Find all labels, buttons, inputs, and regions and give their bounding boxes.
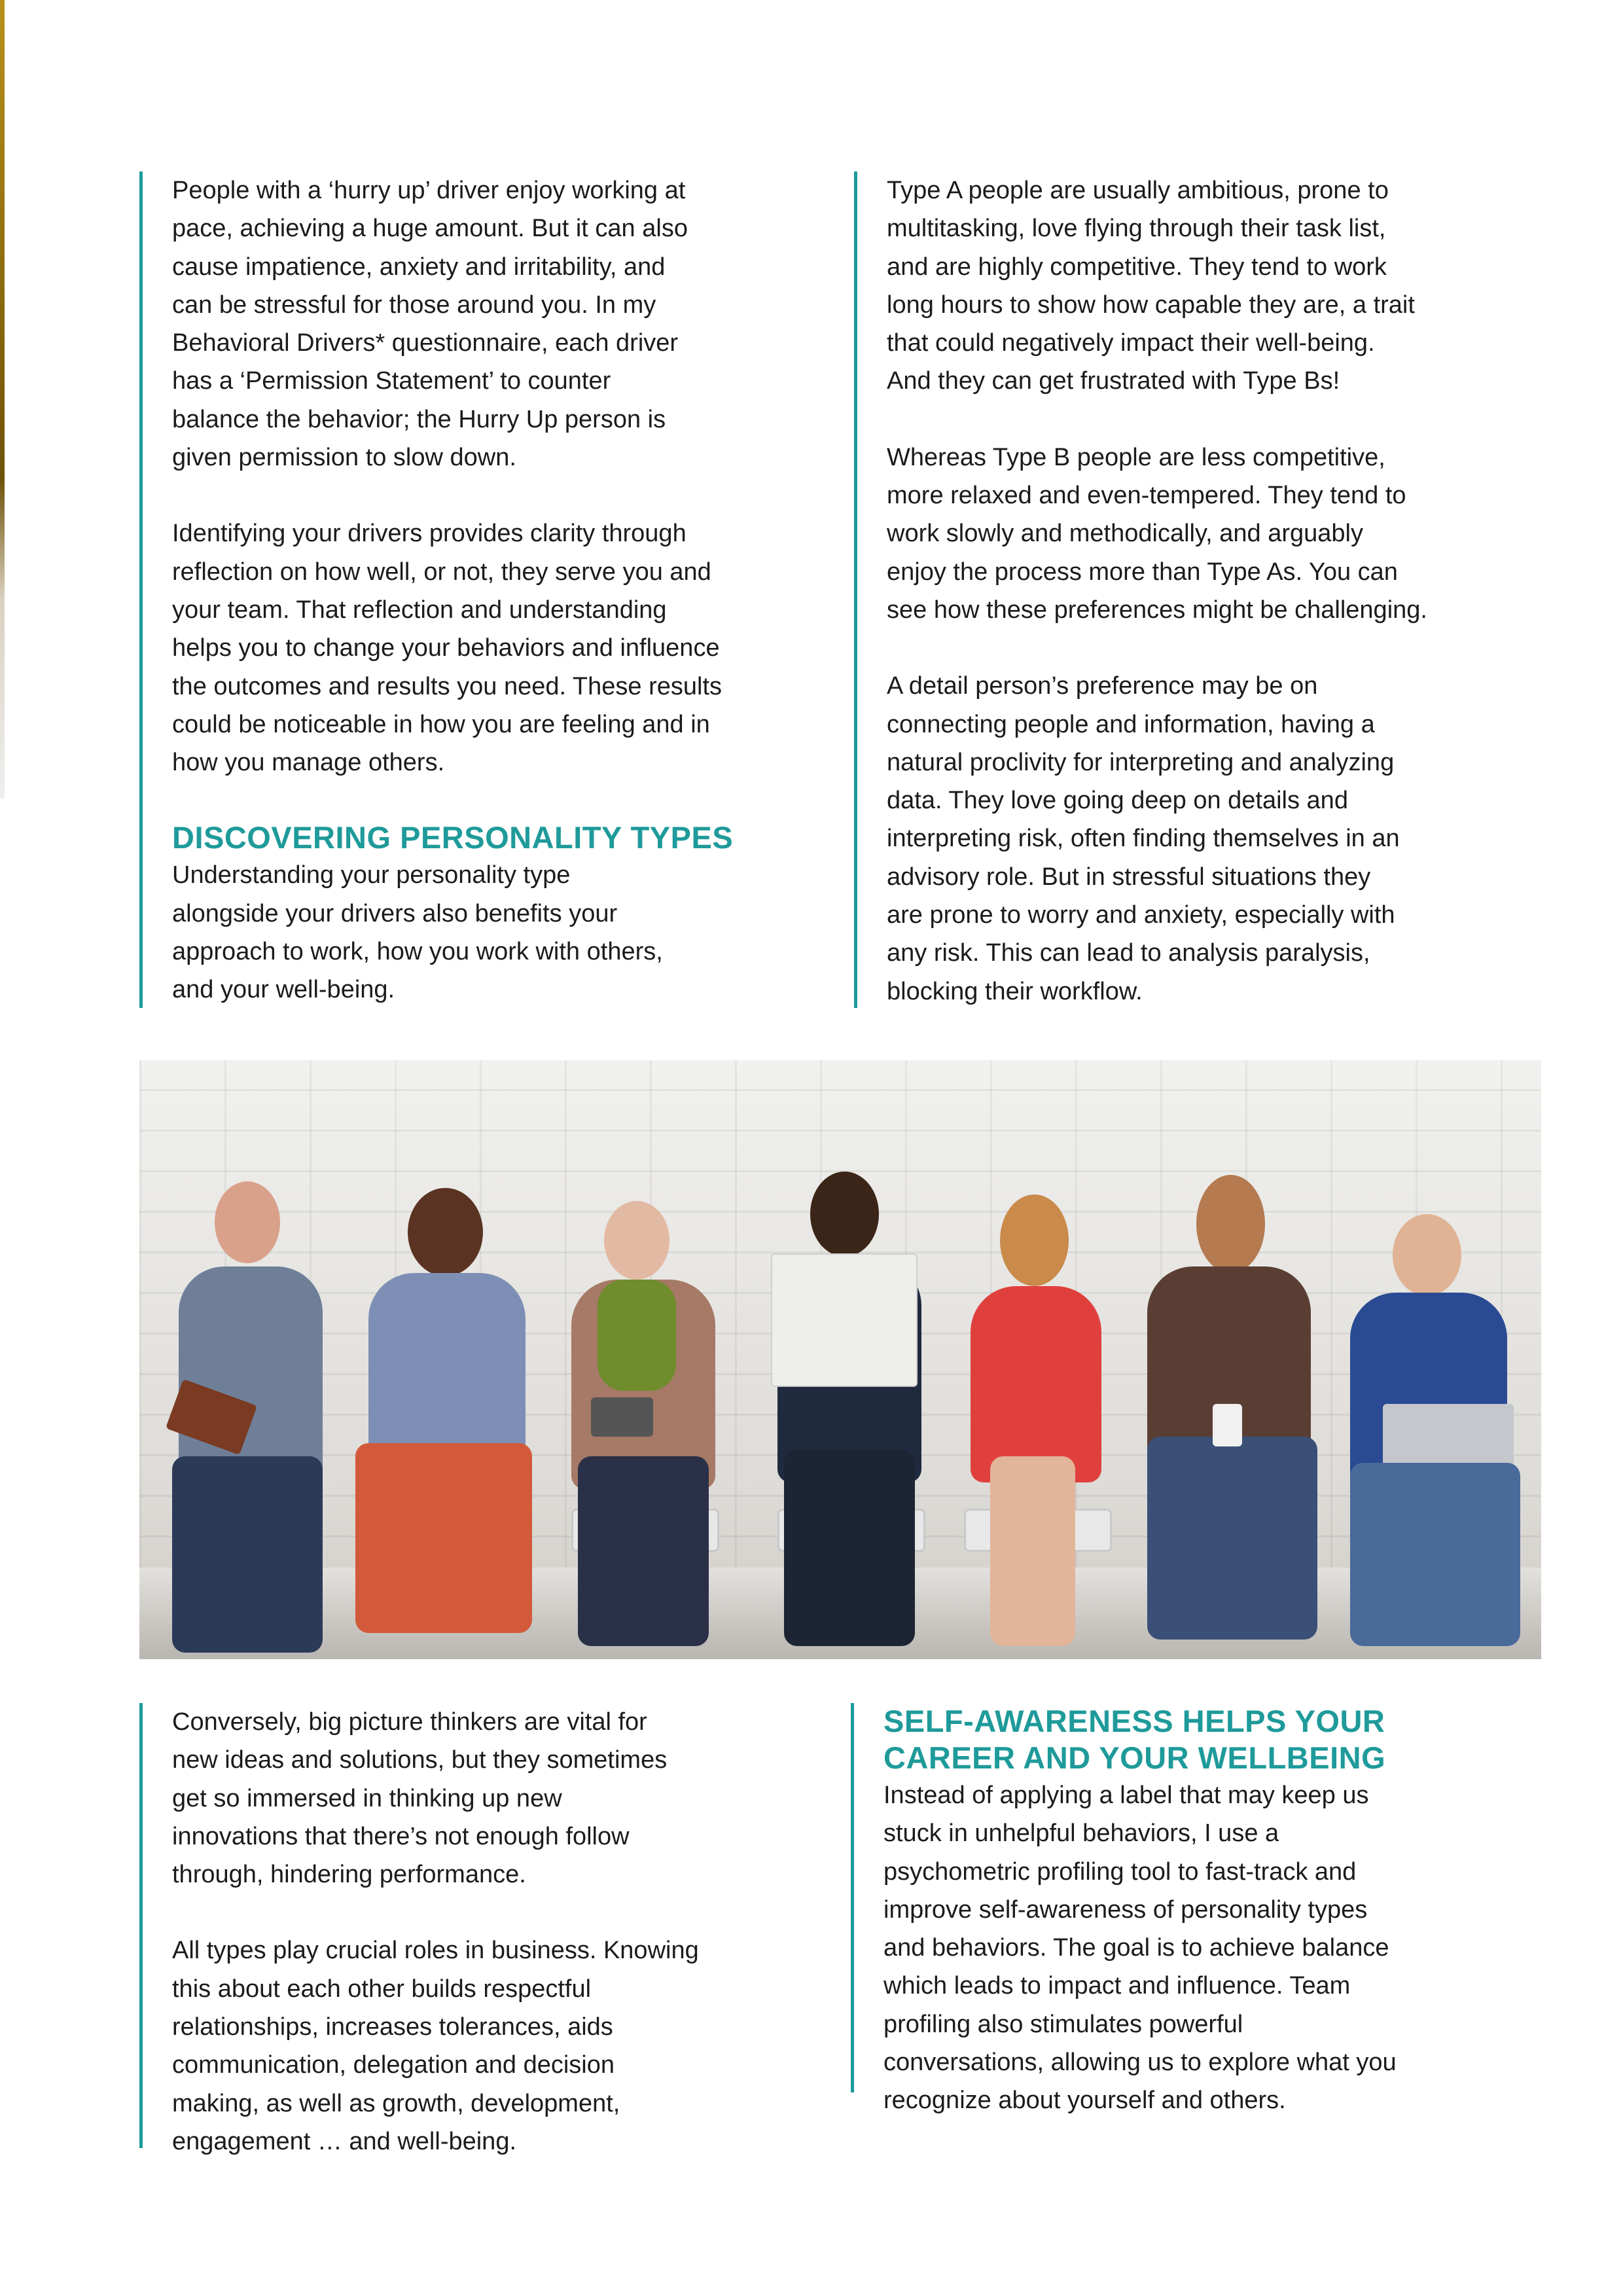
paragraph-type-b: Whereas Type B people are less competitive, more relaxed and even-tempered. They tend to work slowly and methodically, and arguably enjoy the process more than Type As. You can see how these preferences might be challenging.: [887, 443, 1427, 624]
paragraph-all-types: All types play crucial roles in business. Knowing this about each other builds respectful relationships, increases tolerances, aids communication, delegation and decision making, as well as growth, development, engagement … and well-being.: [172, 1937, 699, 2155]
person-5: [951, 1116, 1121, 1659]
column-bottom-left: [139, 1703, 768, 2155]
heading-discovering-personality-types: DISCOVERING PERSONALITY TYPES: [172, 820, 734, 855]
person-7: [1337, 1122, 1527, 1659]
paragraph-psychometric-profiling: Instead of applying a label that may keep us stuck in unhelpful behaviors, I use a psychometric profiling tool to fast-track and improve self-awareness of personality types and behaviors. The goal is to achieve balance which leads to impact and influence. Team profiling also stimulates powerful conversations, allowing us to explore what you recognize about yourself and others.: [883, 1782, 1397, 2115]
paragraph-identifying-drivers: Identifying your drivers provides clarity through reflection on how well, or not, they serve you and your team. That reflection and understanding helps you to change your behaviors and influence the outcomes and results you need. These results could be noticeable in how you are feeling and in how you manage others.: [172, 520, 722, 777]
column-top-left: [139, 171, 768, 1008]
heading-self-awareness: SELF-AWARENESS HELPS YOUR CAREER AND YOUR WELLBEING: [883, 1704, 1386, 1775]
column-top-right: [854, 171, 1482, 1008]
person-3: [552, 1116, 728, 1659]
paragraph-detail-person: A detail person’s preference may be on connecting people and information, having a natural proclivity for interpreting and analyzing data. They love going deep on details and interpreting risk, often finding themselves in an advisory role. But in stressful situations they are prone to worry and anxiety, especially with any risk. This can lead to analysis paralysis, blocking their workflow.: [887, 672, 1400, 1005]
person-4: [758, 1109, 935, 1659]
person-6: [1134, 1109, 1324, 1659]
paragraph-type-a: Type A people are usually ambitious, prone to multitasking, love flying through their task list, and are highly competitive. They tend to work long hours to show how capable they are, a trait that could negatively impact their well-being. And they can get frustrated with Type Bs!: [887, 177, 1415, 395]
column-bottom-right: [851, 1703, 1479, 2115]
person-1: [152, 1116, 329, 1659]
paragraph-hurry-up-driver: People with a ‘hurry up’ driver enjoy working at pace, achieving a huge amount. But it can also cause impatience, anxiety and irritability, and can be stressful for those around you. In my Behavioral Drivers* questionnaire, each driver has a ‘Permission Statement’ to counter balance the behavior; the Hurry Up person is given permission to slow down.: [172, 177, 688, 472]
paragraph-big-picture-thinkers: Conversely, big picture thinkers are vital for new ideas and solutions, but they sometimes get so immersed in thinking up new innovations that there’s not enough follow through, hindering performance.: [172, 1708, 668, 1889]
person-2: [342, 1116, 539, 1659]
paragraph-understanding-personality: Understanding your personality type alongside your drivers also benefits your approach to work, how you work with others, and your well-being.: [172, 861, 663, 1004]
photo-people-seated-against-brick-wall: [139, 1060, 1541, 1659]
page-edge-strip: [0, 0, 5, 798]
